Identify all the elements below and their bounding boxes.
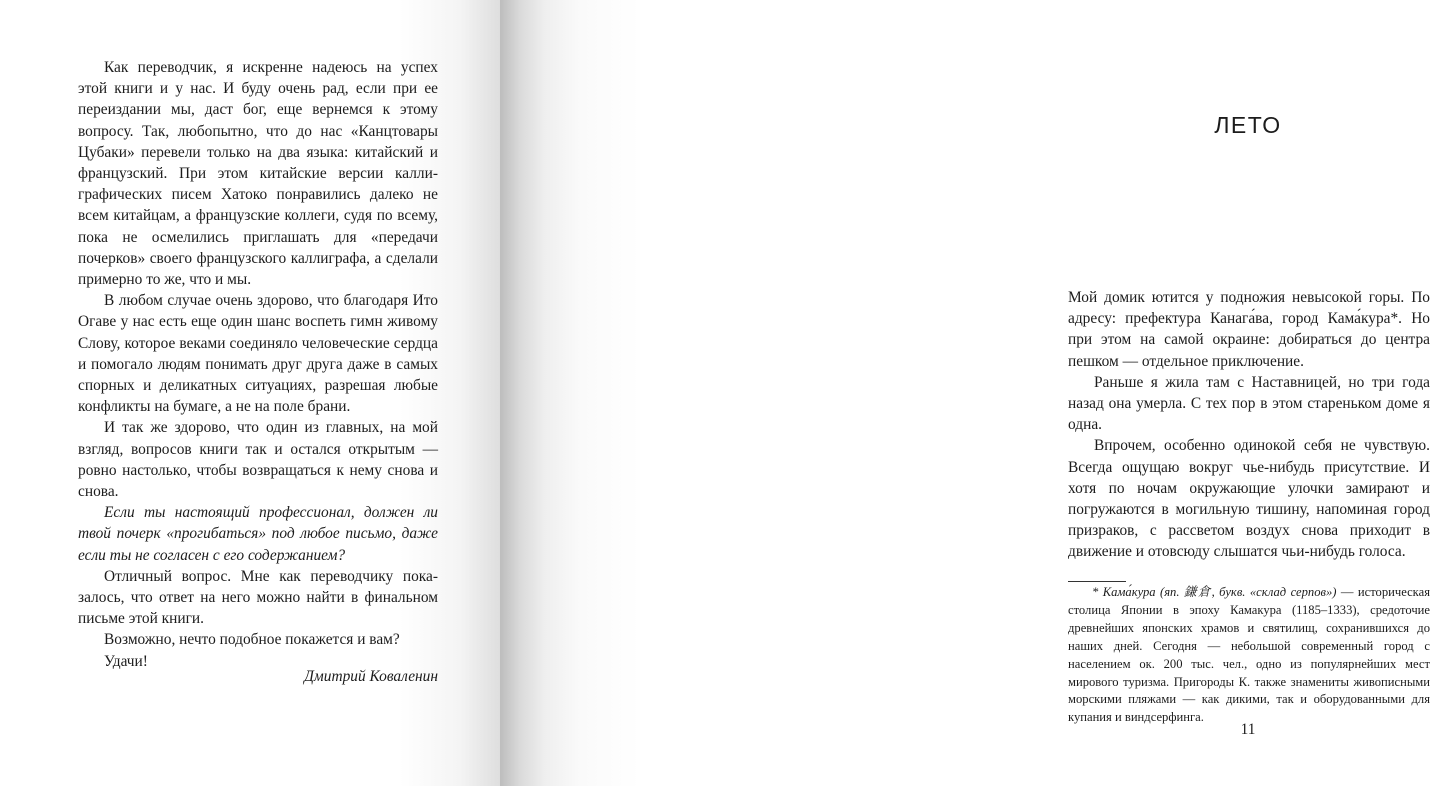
right-page-text [1068, 287, 1430, 563]
italic-question: Если ты настоящий профессионал, должен ли твой почерк «прогибаться» под любое письмо, даже если ты не согласен с его содержанием? [78, 504, 438, 564]
left-page [0, 0, 500, 786]
author-signature: Дмитрий Коваленин [304, 668, 438, 685]
footnote [1068, 584, 1430, 727]
right-page [500, 0, 1430, 786]
paragraph: Удачи! [104, 652, 148, 670]
paragraph: В любом случае очень здорово, что благодаря Ито Огаве у нас есть еще один шанс воспеть гимн живому Слову, которое веками соединяло человеческие сердца и помогало людям понимать друг друга даже в самых спорных и деликатных ситуациях, разрешая любые конфликты на бумаге, а не на поле брани. [78, 292, 438, 416]
footnote-divider [1068, 581, 1126, 582]
paragraph: Отличный вопрос. Мне как переводчику показалось, что ответ на него можно найти в финальном письме этой книги. [78, 567, 438, 628]
paragraph: Раньше я жила там с Наставницей, но три года назад она умерла. С тех пор в этом стареньком доме я одна. [1068, 373, 1430, 434]
paragraph: Возможно, нечто подобное покажется и вам? [104, 631, 400, 649]
page-number: 11 [1240, 721, 1256, 738]
paragraph: Мой домик ютится у подножия невысокой горы. По адресу: префектура Канага́ва, город Кама́кура*. Но при этом на самой окраине: добираться до центра пешком — отдельное приключение. [1068, 289, 1430, 370]
footnote-text: — историческая столица Японии в эпоху Камакура (1185–1333), средоточие древнейших японских храмов и святилищ, сохранившихся до наших дней. Сегодня — небольшой современный город с населением ок. 200 тыс. чел., одно из популярнейших мест мирового туризма. Пригороды К. также знамениты живописными морскими пляжами — как дикими, так и оборудованными для купания и виндсерфинга. [1068, 585, 1430, 725]
paragraph: Впрочем, особенно одинокой себя не чувствую. Всегда ощущаю вокруг чье-нибудь присутствие. И хотя по ночам окружающие улочки замирают и погружаются в могильную тишину, напоминая город призраков, с рассветом воздух снова приходит в движение и отовсюду слышатся чьи-нибудь голоса. [1068, 437, 1430, 561]
footnote-term: * Кама́кура (яп. 鎌倉, букв. «склад серпов») [1092, 585, 1337, 599]
paragraph: И так же здорово, что один из главных, на мой взгляд, вопросов книги так и остался открытым — ровно настолько, чтобы возвращаться к нему снова и снова. [78, 419, 438, 501]
chapter-title: ЛЕТО [1214, 112, 1282, 138]
paragraph: Как переводчик, я искренне надеюсь на успех этой книги и у нас. И буду очень рад, если при ее переиздании мы, даст бог, еще вернемся к этому вопросу. Так, любопытно, что до нас «Канцтовары Цубаки» перевели только на два языка: китайский и французский. При этом китайские версии каллиграфических писем Хатоко понравились далеко не всем китайцам, а французские коллеги, судя по всему, пока не осмелились приглашать для «передачи почерков» своего французского каллиграфа, а сделали примерно то же, что и мы. [78, 59, 438, 289]
left-page-text [78, 57, 438, 672]
